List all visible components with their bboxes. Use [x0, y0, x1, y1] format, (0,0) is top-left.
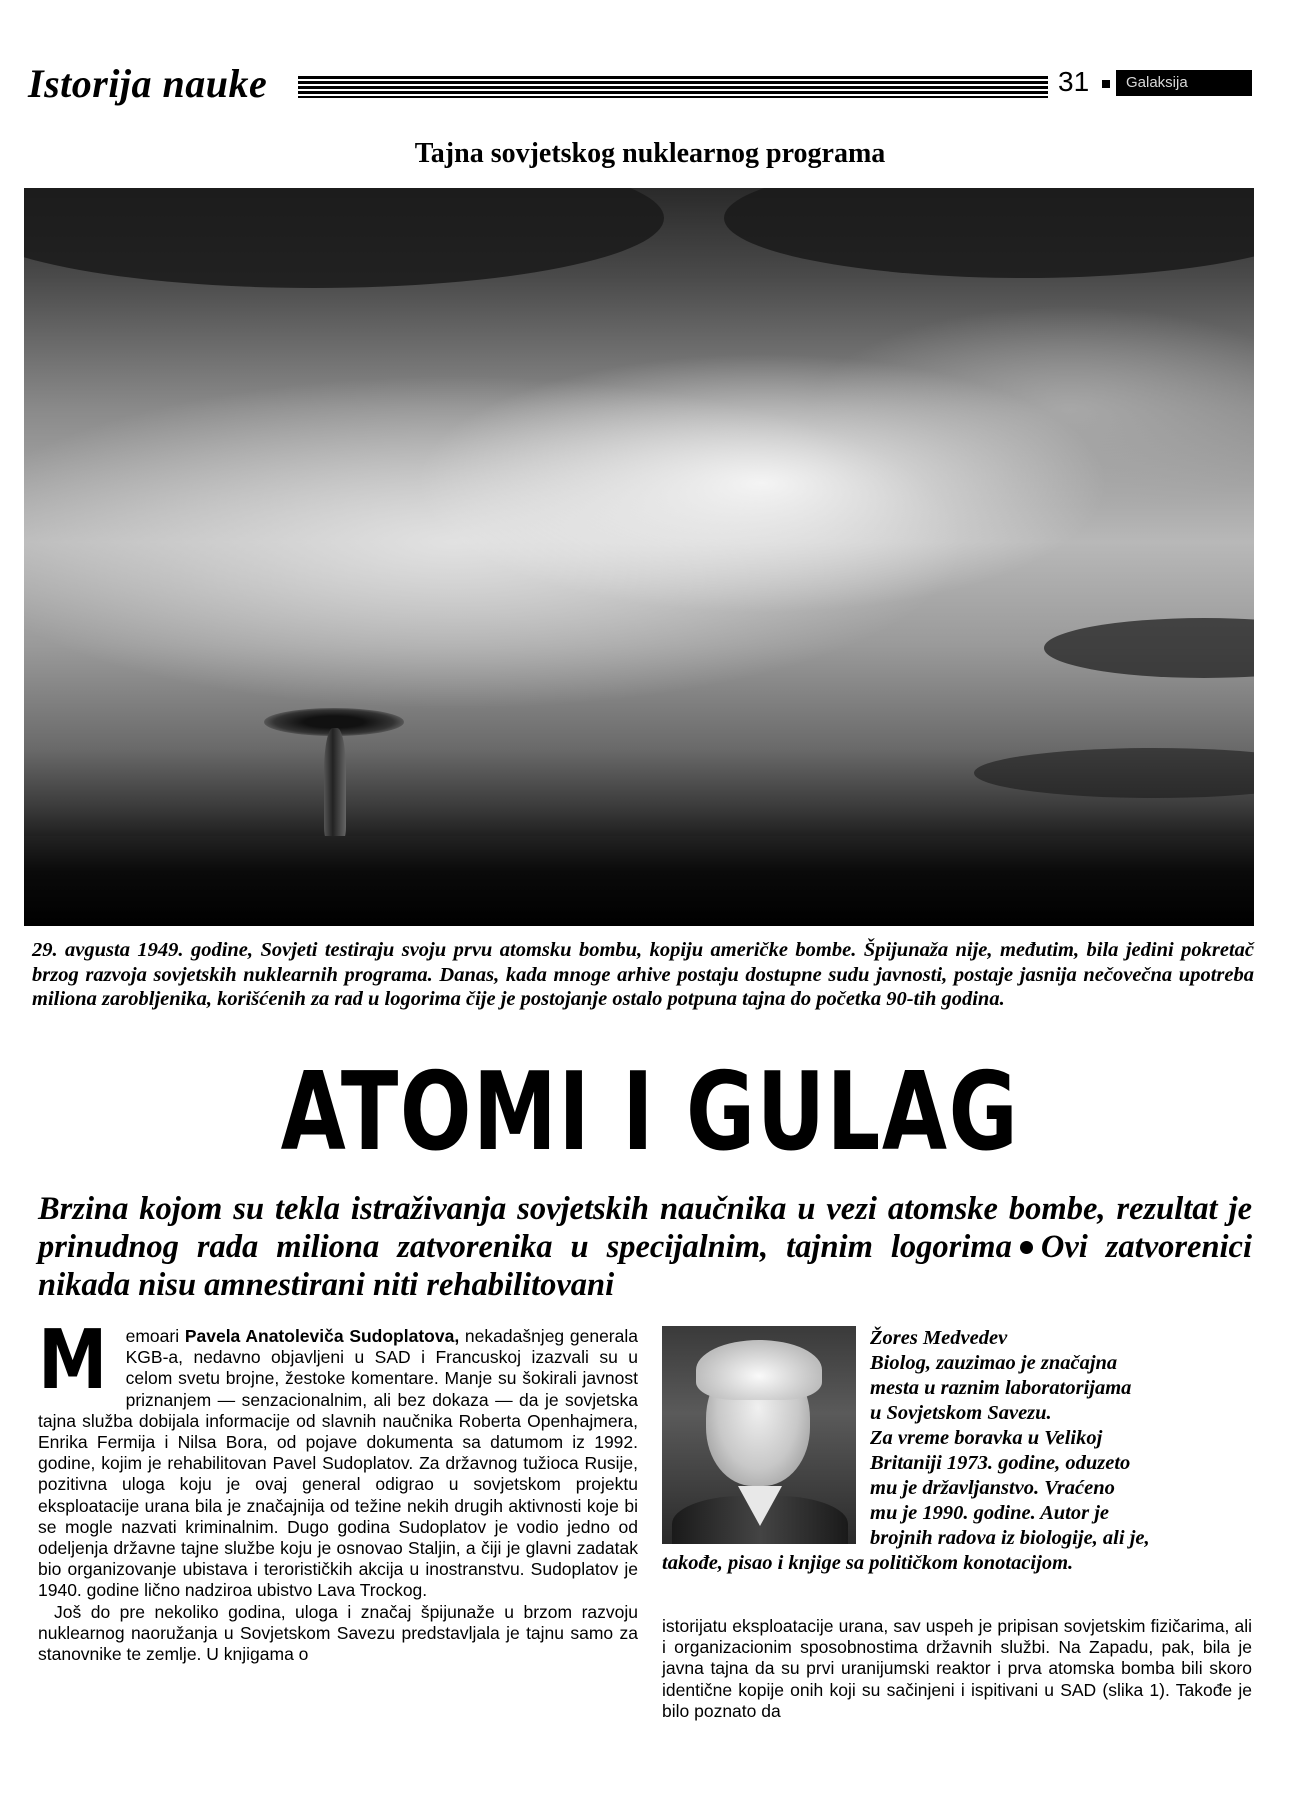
portrait-caption — [662, 1326, 1212, 1576]
dark-cloud — [974, 748, 1254, 798]
header-rule — [298, 76, 1048, 98]
section-title: Istorija nauke — [28, 61, 268, 106]
lead-part-1: Brzina kojom su tekla istraživanja sovjetskih naučnika u vezi atomske bombe, rezultat je prinudnog rada miliona zatvorenika u specijalnim, tajnim logorima — [38, 1191, 1252, 1265]
magazine-name: Galaksija — [1126, 74, 1188, 91]
portrait-caption-line: Žores Medvedev — [870, 1327, 1008, 1349]
bullet-separator — [1102, 80, 1110, 88]
page-header — [28, 54, 1250, 110]
photo-caption: 29. avgusta 1949. godine, Sovjeti testiraju svoju prvu atomsku bombu, kopiju američke bombe. Špijunaža nije, međutim, bila jedini pokretač brzog razvoja sovjetskih nuklearnih programa. Danas, kada mnoge arhive postaju dostupne sudu javnosti, postaje jasnija nečovečna upotreba miliona zarobljenika, korišćenih za rad u logorima čije je postojanje ostalo potpuna tajna do početka 90-tih godina. — [32, 939, 1254, 1010]
headline: ATOMI I GULAG — [280, 1050, 1020, 1175]
portrait-caption-line: mu je državljanstvo. Vraćeno — [870, 1477, 1115, 1499]
magazine-badge — [1116, 70, 1252, 96]
body-paragraph-1 — [38, 1313, 638, 1602]
left-column — [38, 1313, 638, 1665]
dark-cloud — [1044, 618, 1254, 678]
body-paragraph-3: istorijatu eksploatacije urana, sav uspeh je pripisan sovjetskim fizičarima, ali i organizacionim sposobnostima državnih službi. Na Zapadu, pak, bila je javna tajna da su prvi uranijumski reaktor i prva atomska bomba bili skoro identične kopije onih koji su sačinjeni i ispitivani u SAD (slika 1). Takođe je bilo poznato da — [662, 1616, 1252, 1721]
p1-start: emoari — [125, 1326, 185, 1346]
lead-part-2: Ovi zatvorenici nikada nisu amnestirani niti rehabilitovani — [38, 1229, 1252, 1303]
article-subtitle: Tajna sovjetskog nuklearnog programa — [414, 138, 886, 169]
p1-bold-name: Pavela Anatoleviča Sudoplatova, — [184, 1326, 460, 1346]
body-paragraph-2: Još do pre nekoliko godina, uloga i značaj špijunaže u brzom razvoju nuklearnog naoružanja u Sovjetskom Savezu predstavljala je tajnu samo za stanovnike te zemlje. U knjigama o — [38, 1601, 638, 1665]
portrait-caption-line: Britaniji 1973. godine, oduzeto — [870, 1452, 1131, 1474]
p1-rest: nekadašnjeg generala KGB-a, nedavno objavljeni u SAD i Francuskoj izazvali su u celom svetu brojne, žestoke komentare. Manje su šokirali javnost priznanjem — senzacionalnim, ali bez dokaza — da je sovjetska tajna služba dobijala informacije od slavnih naučnika Roberta Openhajmera, Enrika Fermija i Nilsa Bora, od pojave dokumenta sa datumom iz 1992. godine, kojim je rehabilitovan Pavel Sudoplatov. Za državnog tužioca Rusije, pozitivna uloga koju je ovaj general odigrao u sovjetskom projektu eksploatacije urana bila je značajnija od težine nekih drugih aktivnosti koje bi se mogle nazvati kriminalnim. Dugo godina Sudoplatov je vodio jedno od odeljenja državne tajne službe koju je osnovao Staljin, a čiji je glavni zadatak bio organizovanje ubistava i terorističkih akcija u inostranstvu. Sudoplatov je 1940. godine lično nadziroa ubistvo Lava Trockog. — [38, 1326, 638, 1601]
bullet-dot — [1020, 1241, 1033, 1254]
portrait-caption-line: Za vreme boravka u Velikoj — [870, 1427, 1103, 1449]
portrait-caption-line: brojnih radova iz biologije, ali je, — [870, 1527, 1150, 1549]
portrait-caption-line: u Sovjetskom Savezu. — [870, 1402, 1052, 1424]
mushroom-cloud-stem — [324, 728, 346, 838]
atomic-test-photo — [24, 188, 1254, 926]
dark-cloud — [724, 188, 1254, 278]
portrait-caption-line: mu je 1990. godine. Autor je — [870, 1502, 1109, 1524]
page-number: 31 — [1058, 66, 1090, 97]
lead-paragraph — [38, 1190, 1252, 1304]
horizon — [24, 836, 1254, 926]
drop-cap: M — [38, 1313, 108, 1408]
right-column — [662, 1616, 1252, 1722]
dark-cloud — [24, 188, 664, 288]
portrait-caption-line: takođe, pisao i knjige sa političkom konotacijom. — [662, 1552, 1074, 1574]
portrait-caption-line: Biolog, zauzimao je značajna — [870, 1352, 1118, 1374]
portrait-caption-line: mesta u raznim laboratorijama — [870, 1377, 1132, 1399]
